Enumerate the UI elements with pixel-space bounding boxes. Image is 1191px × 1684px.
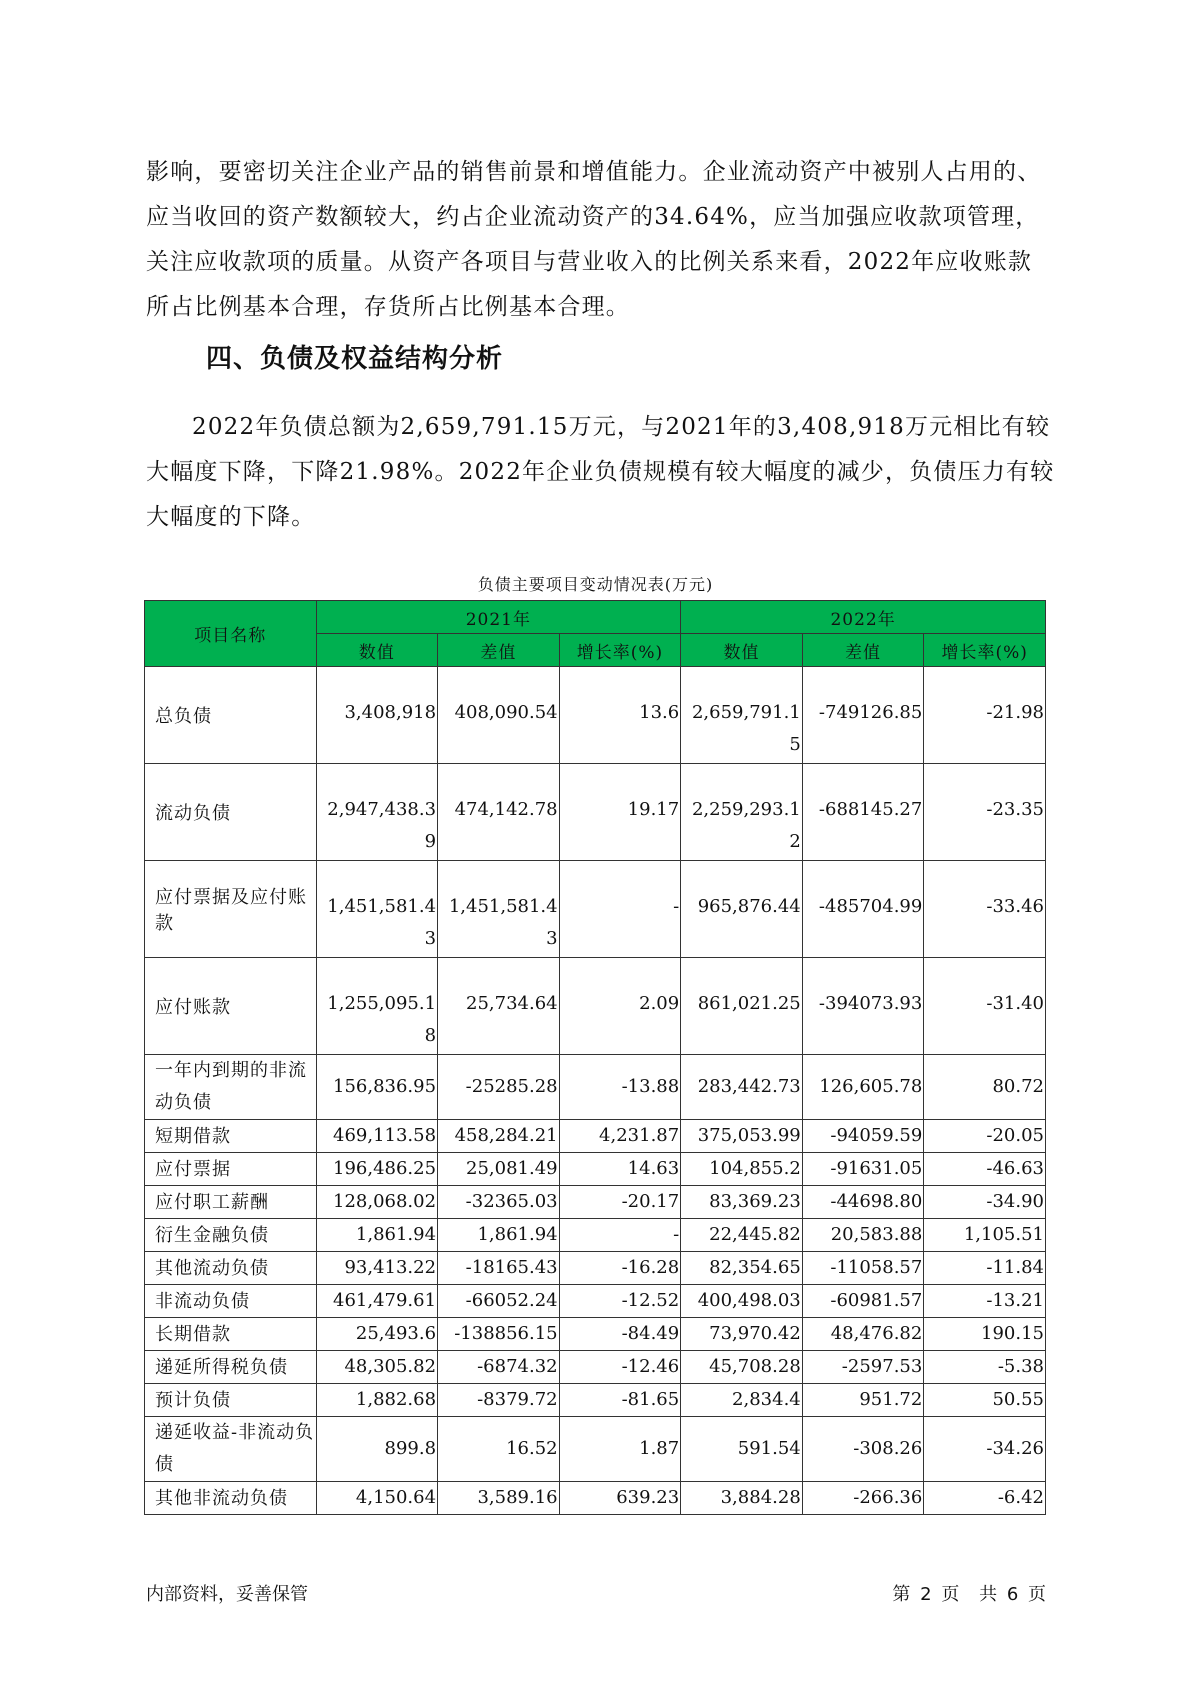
row-item-name: 应付账款 <box>145 958 317 1055</box>
row-item-name: 长期借款 <box>145 1318 317 1351</box>
cell-growth-2021: 13.6 <box>559 667 681 764</box>
cell-growth-2022: -20.05 <box>924 1120 1046 1153</box>
table-row <box>145 1285 1046 1318</box>
cell-diff-2022: -60981.57 <box>802 1285 924 1318</box>
page-number: 2 <box>920 1584 932 1605</box>
cell-value-2021: 1,861.94 <box>316 1219 438 1252</box>
table-row <box>145 958 1046 1055</box>
cell-growth-2021: 19.17 <box>559 764 681 861</box>
table-body <box>145 667 1046 1515</box>
row-item-name: 总负债 <box>145 667 317 764</box>
cell-diff-2022: 48,476.82 <box>802 1318 924 1351</box>
cell-diff-2021: 3,589.16 <box>438 1482 560 1515</box>
cell-growth-2021: 2.09 <box>559 958 681 1055</box>
footer-page-number <box>888 1580 1046 1606</box>
cell-value-2022: 104,855.2 <box>681 1153 803 1186</box>
cell-value-2022: 2,659,791.15 <box>681 667 803 764</box>
header-diff-2022: 差值 <box>802 634 924 667</box>
table-row <box>145 861 1046 958</box>
cell-value-2022: 82,354.65 <box>681 1252 803 1285</box>
cell-diff-2022: -266.36 <box>802 1482 924 1515</box>
cell-growth-2022: 50.55 <box>924 1384 1046 1417</box>
cell-growth-2022: -21.98 <box>924 667 1046 764</box>
cell-diff-2022: -11058.57 <box>802 1252 924 1285</box>
cell-value-2021: 196,486.25 <box>316 1153 438 1186</box>
row-item-name: 衍生金融负债 <box>145 1219 317 1252</box>
cell-value-2021: 93,413.22 <box>316 1252 438 1285</box>
cell-value-2022: 283,442.73 <box>681 1055 803 1120</box>
cell-value-2022: 375,053.99 <box>681 1120 803 1153</box>
cell-growth-2022: -5.38 <box>924 1351 1046 1384</box>
header-year-2022: 2022年 <box>681 601 1046 634</box>
cell-growth-2021: -12.46 <box>559 1351 681 1384</box>
cell-diff-2022: -749126.85 <box>802 667 924 764</box>
cell-diff-2021: 1,451,581.43 <box>438 861 560 958</box>
cell-growth-2021: -84.49 <box>559 1318 681 1351</box>
header-item-name: 项目名称 <box>145 601 317 667</box>
cell-value-2021: 4,150.64 <box>316 1482 438 1515</box>
cell-growth-2022: -13.21 <box>924 1285 1046 1318</box>
row-item-name: 其他流动负债 <box>145 1252 317 1285</box>
cell-diff-2021: 408,090.54 <box>438 667 560 764</box>
table-row <box>145 1318 1046 1351</box>
cell-growth-2022: -34.26 <box>924 1417 1046 1482</box>
cell-diff-2022: 951.72 <box>802 1384 924 1417</box>
table-row <box>145 1055 1046 1120</box>
cell-diff-2022: -94059.59 <box>802 1120 924 1153</box>
body-paragraph-2: 2022年负债总额为2,659,791.15万元，与2021年的3,408,918万元相比有较大幅度下降，下降21.98%。2022年企业负债规模有较大幅度的减少，负债压力有较大幅度的下降。 <box>146 414 1055 530</box>
cell-value-2021: 469,113.58 <box>316 1120 438 1153</box>
table-row <box>145 1219 1046 1252</box>
table-row <box>145 1417 1046 1482</box>
total-pages: 6 <box>1006 1584 1019 1605</box>
cell-diff-2021: 16.52 <box>438 1417 560 1482</box>
cell-diff-2022: -308.26 <box>802 1417 924 1482</box>
table-row <box>145 1252 1046 1285</box>
cell-diff-2022: -2597.53 <box>802 1351 924 1384</box>
cell-value-2022: 2,834.4 <box>681 1384 803 1417</box>
cell-growth-2021: -12.52 <box>559 1285 681 1318</box>
cell-growth-2022: -11.84 <box>924 1252 1046 1285</box>
header-growth-2022: 增长率(%) <box>924 634 1046 667</box>
cell-value-2021: 1,451,581.43 <box>316 861 438 958</box>
cell-value-2021: 2,947,438.39 <box>316 764 438 861</box>
cell-growth-2021: -13.88 <box>559 1055 681 1120</box>
cell-diff-2021: 25,734.64 <box>438 958 560 1055</box>
row-item-name: 一年内到期的非流动负债 <box>145 1055 317 1120</box>
header-diff-2021: 差值 <box>438 634 560 667</box>
cell-value-2021: 25,493.6 <box>316 1318 438 1351</box>
cell-diff-2021: 474,142.78 <box>438 764 560 861</box>
cell-value-2021: 1,255,095.18 <box>316 958 438 1055</box>
cell-growth-2021: 4,231.87 <box>559 1120 681 1153</box>
table-row <box>145 1120 1046 1153</box>
cell-diff-2022: 20,583.88 <box>802 1219 924 1252</box>
cell-diff-2021: -8379.72 <box>438 1384 560 1417</box>
row-item-name: 递延所得税负债 <box>145 1351 317 1384</box>
body-paragraph-1: 影响，要密切关注企业产品的销售前景和增值能力。企业流动资产中被别人占用的、应当收回的资产数额较大，约占企业流动资产的34.64%，应当加强应收款项管理，关注应收款项的质量。从资产各项目与营业收入的比例关系来看，2022年应收账款所占比例基本合理，存货所占比例基本合理。 <box>146 159 1042 320</box>
row-item-name: 应付职工薪酬 <box>145 1186 317 1219</box>
cell-growth-2022: -6.42 <box>924 1482 1046 1515</box>
row-item-name: 短期借款 <box>145 1120 317 1153</box>
header-value-2022: 数值 <box>681 634 803 667</box>
cell-growth-2021: -16.28 <box>559 1252 681 1285</box>
cell-diff-2021: 1,861.94 <box>438 1219 560 1252</box>
cell-diff-2021: 458,284.21 <box>438 1120 560 1153</box>
cell-diff-2021: -138856.15 <box>438 1318 560 1351</box>
table-row <box>145 1482 1046 1515</box>
cell-growth-2022: -34.90 <box>924 1186 1046 1219</box>
cell-growth-2021: - <box>559 1219 681 1252</box>
cell-growth-2021: 639.23 <box>559 1482 681 1515</box>
cell-growth-2022: 1,105.51 <box>924 1219 1046 1252</box>
row-item-name: 流动负债 <box>145 764 317 861</box>
page-label-prefix: 第 <box>892 1584 911 1605</box>
cell-value-2022: 45,708.28 <box>681 1351 803 1384</box>
table-row <box>145 1186 1046 1219</box>
cell-growth-2022: 190.15 <box>924 1318 1046 1351</box>
cell-growth-2021: 14.63 <box>559 1153 681 1186</box>
cell-diff-2022: -44698.80 <box>802 1186 924 1219</box>
table-row <box>145 764 1046 861</box>
table-row <box>145 1153 1046 1186</box>
cell-value-2022: 591.54 <box>681 1417 803 1482</box>
row-item-name: 预计负债 <box>145 1384 317 1417</box>
row-item-name: 应付票据 <box>145 1153 317 1186</box>
cell-value-2022: 3,884.28 <box>681 1482 803 1515</box>
liabilities-table <box>144 600 1046 1515</box>
cell-value-2021: 461,479.61 <box>316 1285 438 1318</box>
cell-value-2022: 965,876.44 <box>681 861 803 958</box>
cell-growth-2022: -23.35 <box>924 764 1046 861</box>
header-value-2021: 数值 <box>316 634 438 667</box>
table-caption: 负债主要项目变动情况表(万元) <box>477 575 714 594</box>
cell-value-2022: 22,445.82 <box>681 1219 803 1252</box>
cell-value-2022: 400,498.03 <box>681 1285 803 1318</box>
cell-value-2022: 861,021.25 <box>681 958 803 1055</box>
cell-diff-2022: -394073.93 <box>802 958 924 1055</box>
cell-growth-2022: -46.63 <box>924 1153 1046 1186</box>
cell-value-2021: 48,305.82 <box>316 1351 438 1384</box>
header-year-2021: 2021年 <box>316 601 681 634</box>
cell-growth-2021: -81.65 <box>559 1384 681 1417</box>
total-label-suffix: 页 <box>1028 1584 1046 1605</box>
cell-growth-2022: 80.72 <box>924 1055 1046 1120</box>
table-row <box>145 1351 1046 1384</box>
page-label-suffix: 页 <box>941 1584 960 1605</box>
cell-diff-2021: -18165.43 <box>438 1252 560 1285</box>
cell-growth-2022: -33.46 <box>924 861 1046 958</box>
table-row <box>145 667 1046 764</box>
cell-value-2021: 899.8 <box>316 1417 438 1482</box>
cell-value-2021: 1,882.68 <box>316 1384 438 1417</box>
table-row <box>145 1384 1046 1417</box>
cell-growth-2021: - <box>559 861 681 958</box>
cell-diff-2021: -6874.32 <box>438 1351 560 1384</box>
cell-growth-2022: -31.40 <box>924 958 1046 1055</box>
cell-diff-2022: -91631.05 <box>802 1153 924 1186</box>
row-item-name: 非流动负债 <box>145 1285 317 1318</box>
cell-value-2021: 3,408,918 <box>316 667 438 764</box>
cell-diff-2022: -485704.99 <box>802 861 924 958</box>
cell-diff-2021: -32365.03 <box>438 1186 560 1219</box>
cell-diff-2021: 25,081.49 <box>438 1153 560 1186</box>
total-label-prefix: 共 <box>979 1584 998 1605</box>
cell-diff-2021: -25285.28 <box>438 1055 560 1120</box>
cell-growth-2021: 1.87 <box>559 1417 681 1482</box>
header-growth-2021: 增长率(%) <box>559 634 681 667</box>
cell-diff-2021: -66052.24 <box>438 1285 560 1318</box>
cell-growth-2021: -20.17 <box>559 1186 681 1219</box>
cell-value-2021: 156,836.95 <box>316 1055 438 1120</box>
cell-value-2022: 2,259,293.12 <box>681 764 803 861</box>
cell-diff-2022: -688145.27 <box>802 764 924 861</box>
footer-confidential-note: 内部资料，妥善保管 <box>146 1584 308 1605</box>
row-item-name: 递延收益-非流动负债 <box>145 1417 317 1482</box>
row-item-name: 应付票据及应付账款 <box>145 861 317 958</box>
row-item-name: 其他非流动负债 <box>145 1482 317 1515</box>
section-heading: 四、负债及权益结构分析 <box>206 344 504 374</box>
cell-value-2022: 83,369.23 <box>681 1186 803 1219</box>
cell-diff-2022: 126,605.78 <box>802 1055 924 1120</box>
cell-value-2022: 73,970.42 <box>681 1318 803 1351</box>
cell-value-2021: 128,068.02 <box>316 1186 438 1219</box>
